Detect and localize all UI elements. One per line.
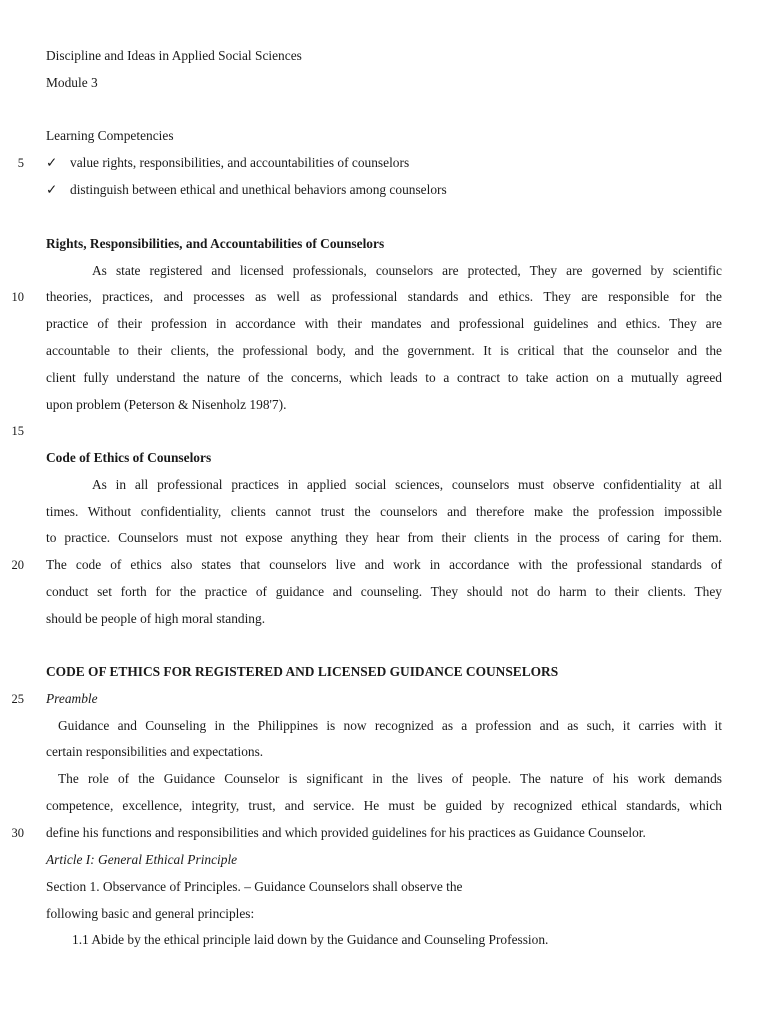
article-heading: Article I: General Ethical Principle (46, 852, 238, 867)
paragraph-line: certain responsibilities and expectations. (46, 744, 264, 759)
checkmark-icon: ✓ (46, 155, 58, 170)
line-number-10: 10 (11, 290, 24, 304)
section-heading-rights: Rights, Responsibilities, and Accountabilities of Counselors (46, 236, 385, 251)
competency-text: distinguish between ethical and unethical behaviors among counselors (70, 182, 447, 197)
paragraph-line: As state registered and licensed professionals, counselors are protected, They are governed by scientific (92, 263, 722, 278)
paragraph-line: times. Without confidentiality, clients cannot trust the counselors and therefore make the profession impossible (46, 504, 722, 519)
paragraph-line: practice of their profession in accordance with their mandates and professional guidelines and ethics. They are (46, 316, 722, 331)
paragraph-line: accountable to their clients, the professional body, and the government. It is critical that the counselor and the (46, 343, 722, 358)
paragraph-line: upon problem (Peterson & Nisenholz 198'7). (46, 397, 287, 412)
paragraph-line: As in all professional practices in applied social sciences, counselors must observe confidentiality at all (92, 477, 722, 492)
paragraph-line: conduct set forth for the practice of guidance and counseling. They should not do harm to their clients. They (46, 584, 722, 599)
paragraph-line: Guidance and Counseling in the Philippines is now recognized as a profession and as such, it carries with it (58, 718, 722, 733)
line-number-5: 5 (17, 156, 24, 170)
section-heading-code-of-ethics: Code of Ethics of Counselors (46, 450, 212, 465)
line-number-25: 25 (11, 692, 24, 706)
paragraph-line: The code of ethics also states that counselors live and work in accordance with the professional standards of (46, 557, 722, 572)
line-number-15: 15 (11, 424, 24, 438)
section-text: Section 1. Observance of Principles. – Guidance Counselors shall observe the (46, 879, 463, 894)
paragraph-line: The role of the Guidance Counselor is significant in the lives of people. The nature of his work demands (58, 771, 722, 786)
preamble-label: Preamble (46, 691, 98, 706)
module-label: Module 3 (46, 75, 98, 90)
paragraph-line: client fully understand the nature of the concerns, which leads to a contract to take action on a mutually agreed (46, 370, 722, 385)
section-text: following basic and general principles: (46, 906, 255, 921)
competency-text: value rights, responsibilities, and accountabilities of counselors (70, 155, 410, 170)
line-number-30: 30 (11, 826, 24, 840)
paragraph-line: to practice. Counselors must not expose anything they hear from their clients in the process of caring for them. (46, 530, 722, 545)
course-title: Discipline and Ideas in Applied Social Sciences (46, 48, 302, 63)
paragraph-line: theories, practices, and processes as well as professional standards and ethics. They are responsible for the (46, 289, 722, 304)
section-heading-guidance-code: CODE OF ETHICS FOR REGISTERED AND LICENSED GUIDANCE COUNSELORS (46, 664, 559, 679)
paragraph-line: define his functions and responsibilities and which provided guidelines for his practices as Guidance Counselor. (46, 825, 646, 840)
competencies-heading: Learning Competencies (46, 128, 174, 143)
paragraph-line: competence, excellence, integrity, trust, and service. He must be guided by recognized ethical standards, which (46, 798, 722, 813)
principle-item: 1.1 Abide by the ethical principle laid down by the Guidance and Counseling Profession. (72, 932, 549, 947)
paragraph-line: should be people of high moral standing. (46, 611, 266, 626)
competency-item (46, 153, 722, 173)
line-number-20: 20 (11, 558, 24, 572)
checkmark-icon: ✓ (46, 182, 58, 197)
competency-item (46, 180, 722, 200)
